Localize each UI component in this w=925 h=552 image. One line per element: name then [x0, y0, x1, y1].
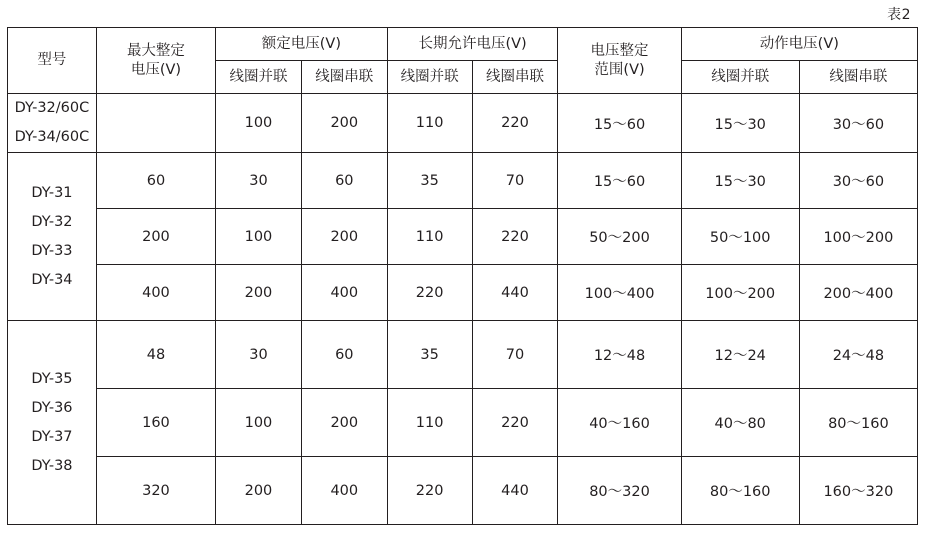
- table-row: [8, 321, 918, 389]
- header-max-setting: [96, 28, 215, 94]
- cell-action-series: 30～60: [799, 153, 917, 209]
- cell-rated-series: 60: [301, 153, 387, 209]
- cell-rated-parallel: 100: [216, 389, 302, 457]
- cell-allow-series: 440: [472, 265, 558, 321]
- model-line: DY-32/60C: [14, 100, 90, 116]
- cell-setting-range: 40～160: [558, 389, 681, 457]
- table-row: [8, 457, 918, 525]
- cell-rated-series: 60: [301, 321, 387, 389]
- specification-table: [7, 27, 918, 525]
- cell-max-setting: [96, 94, 215, 153]
- header-long-term-allow: 长期允许电压(V): [387, 28, 558, 61]
- model-line: DY-32: [31, 213, 73, 230]
- model-line: DY-34: [31, 271, 73, 288]
- model-line: DY-38: [31, 457, 73, 474]
- model-line: DY-35: [31, 370, 73, 387]
- cell-setting-range: 50～200: [558, 209, 681, 265]
- cell-action-parallel: 40～80: [681, 389, 799, 457]
- model-cell: [8, 94, 97, 153]
- cell-allow-parallel: 35: [387, 321, 472, 389]
- cell-rated-parallel: 100: [216, 94, 302, 153]
- header-setting-range-line1: 电压整定: [590, 43, 649, 60]
- header-allow-series: 线圈串联: [472, 61, 558, 94]
- header-rated-parallel: 线圈并联: [216, 61, 302, 94]
- model-line: DY-34/60C: [14, 129, 90, 145]
- cell-allow-series: 70: [472, 153, 558, 209]
- header-action-series: 线圈串联: [799, 61, 917, 94]
- cell-setting-range: 15～60: [558, 153, 681, 209]
- cell-rated-series: 200: [301, 389, 387, 457]
- cell-max-setting: 48: [96, 321, 215, 389]
- cell-allow-parallel: 110: [387, 209, 472, 265]
- header-action-voltage: 动作电压(V): [681, 28, 917, 61]
- cell-max-setting: 200: [96, 209, 215, 265]
- cell-setting-range: 15～60: [558, 94, 681, 153]
- cell-action-series: 80～160: [799, 389, 917, 457]
- cell-action-parallel: 15～30: [681, 153, 799, 209]
- table-header-row-1: [8, 28, 918, 61]
- cell-action-parallel: 15～30: [681, 94, 799, 153]
- cell-allow-parallel: 35: [387, 153, 472, 209]
- cell-action-parallel: 80～160: [681, 457, 799, 525]
- cell-allow-series: 440: [472, 457, 558, 525]
- model-line: DY-33: [31, 242, 73, 259]
- cell-allow-parallel: 110: [387, 389, 472, 457]
- header-max-setting-line2: 电压(V): [130, 61, 182, 78]
- table-row: [8, 94, 918, 153]
- cell-rated-series: 200: [301, 94, 387, 153]
- header-setting-range-line2: 范围(V): [594, 61, 645, 78]
- header-rated-voltage: 额定电压(V): [216, 28, 388, 61]
- header-max-setting-line1: 最大整定: [126, 43, 185, 60]
- cell-action-series: 100～200: [799, 209, 917, 265]
- table-row: [8, 389, 918, 457]
- cell-allow-series: 220: [472, 209, 558, 265]
- header-voltage-setting-range: [558, 28, 681, 94]
- cell-allow-parallel: 110: [387, 94, 472, 153]
- header-action-parallel: 线圈并联: [681, 61, 799, 94]
- cell-rated-parallel: 30: [216, 321, 302, 389]
- cell-action-series: 24～48: [799, 321, 917, 389]
- cell-rated-parallel: 200: [216, 457, 302, 525]
- cell-setting-range: 100～400: [558, 265, 681, 321]
- model-line: DY-36: [31, 399, 73, 416]
- cell-rated-parallel: 200: [216, 265, 302, 321]
- cell-action-parallel: 100～200: [681, 265, 799, 321]
- model-line: DY-37: [31, 428, 73, 445]
- table-row: [8, 153, 918, 209]
- cell-rated-parallel: 30: [216, 153, 302, 209]
- cell-rated-series: 400: [301, 265, 387, 321]
- cell-max-setting: 60: [96, 153, 215, 209]
- cell-setting-range: 12～48: [558, 321, 681, 389]
- cell-action-series: 160～320: [799, 457, 917, 525]
- cell-setting-range: 80～320: [558, 457, 681, 525]
- header-allow-parallel: 线圈并联: [387, 61, 472, 94]
- cell-max-setting: 400: [96, 265, 215, 321]
- table-row: [8, 209, 918, 265]
- cell-allow-series: 220: [472, 389, 558, 457]
- model-line: DY-31: [31, 184, 73, 201]
- cell-action-series: 30～60: [799, 94, 917, 153]
- cell-allow-series: 70: [472, 321, 558, 389]
- table-caption: 表2: [887, 7, 911, 23]
- cell-rated-parallel: 100: [216, 209, 302, 265]
- header-model: 型号: [8, 28, 97, 94]
- cell-action-parallel: 12～24: [681, 321, 799, 389]
- cell-max-setting: 320: [96, 457, 215, 525]
- cell-allow-parallel: 220: [387, 265, 472, 321]
- table-row: [8, 265, 918, 321]
- cell-max-setting: 160: [96, 389, 215, 457]
- cell-action-parallel: 50～100: [681, 209, 799, 265]
- model-cell: [8, 321, 97, 525]
- cell-rated-series: 400: [301, 457, 387, 525]
- header-rated-series: 线圈串联: [301, 61, 387, 94]
- cell-allow-series: 220: [472, 94, 558, 153]
- cell-rated-series: 200: [301, 209, 387, 265]
- cell-action-series: 200～400: [799, 265, 917, 321]
- model-cell: [8, 153, 97, 321]
- cell-allow-parallel: 220: [387, 457, 472, 525]
